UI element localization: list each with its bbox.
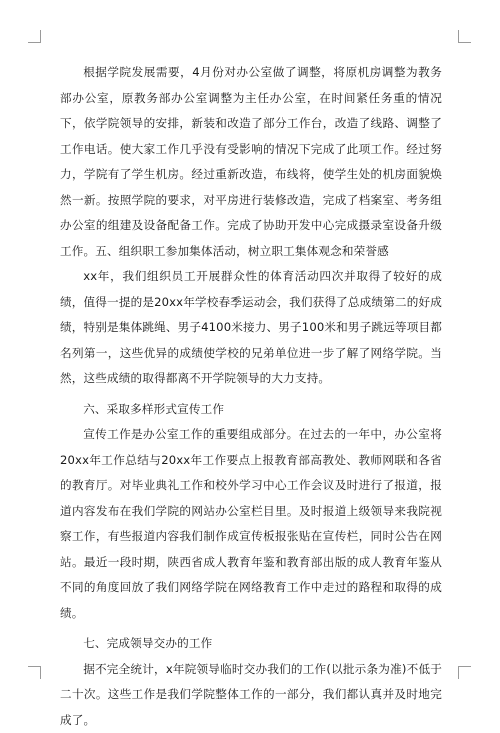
document-body — [60, 60, 442, 733]
section-heading-publicity: 六、采取多样形式宣传工作 — [60, 397, 442, 423]
paragraph-office-adjustment: 根据学院发展需要，4月份对办公室做了调整，将原机房调整为教务部办公室，原教务部办公室调整为主任办公室，在时间紧任务重的情况下，依学院领导的安排，新装和改造了部分工作台，改造了线路、调整了工作电话。使大家工作几乎没有受影响的情况下完成了此项工作。经过努力，学院有了学生机房。经过重新改造，布线将，使学生处的机房面貌焕然一新。按照学院的要求，对平房进行装修改造，完成了档案室、考务组办公室的组建及设备配备工作。完成了协助开发中心完成摄录室设备升级工作。五、组织职工参加集体活动，树立职工集体观念和荣誉感 — [60, 60, 442, 264]
page-corner-mark-top-left — [28, 30, 41, 43]
page-corner-mark-bottom-right — [458, 666, 471, 679]
section-heading-assigned-tasks: 七、完成领导交办的工作 — [60, 631, 442, 657]
page-corner-mark-top-right — [458, 30, 471, 43]
paragraph-assigned-tasks: 据不完全统计，x年院领导临时交办我们的工作(以批示条为准)不低于二十次。这些工作是我们学院整体工作的一部分，我们都认真并及时地完成了。 — [60, 657, 442, 733]
paragraph-publicity: 宣传工作是办公室工作的重要组成部分。在过去的一年中，办公室将20xx年工作总结与20xx年工作要点上报教育部高教处、教师网联和各省的教育厅。对毕业典礼工作和校外学习中心工作会议及时进行了报道，报道内容发布在我们学院的网站办公室栏目里。及时报道上级领导来我院视察工作，有些报道内容我们制作成宣传板报张贴在宣传栏，同时公告在网站。最近一段时期，陕西省成人教育年鉴和教育部出版的成人教育年鉴从不同的角度回放了我们网络学院在网络教育工作中走过的路程和取得的成绩。 — [60, 422, 442, 626]
paragraph-sports-activities: xx年，我们组织员工开展群众性的体育活动四次并取得了较好的成绩，值得一提的是20xx年学校春季运动会，我们获得了总成绩第二的好成绩，特别是集体跳绳、男子4100米接力、男子100米和男子跳远等项目都名列第一，这些优异的成绩使学校的兄弟单位进一步了解了网络学院。当然，这些成绩的取得都离不开学院领导的大力支持。 — [60, 264, 442, 392]
page-corner-mark-bottom-left — [28, 666, 41, 679]
